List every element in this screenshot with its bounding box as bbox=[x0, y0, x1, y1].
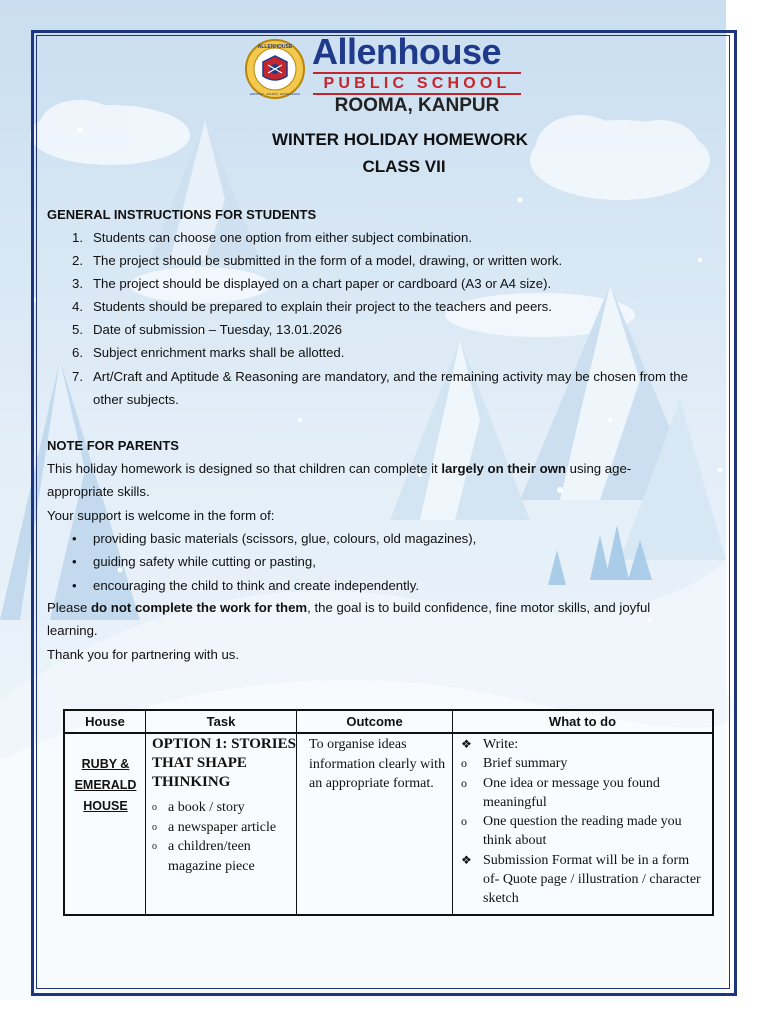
instruction-number: 4. bbox=[72, 299, 83, 314]
parents-paragraph-1 bbox=[47, 457, 697, 503]
table-divider bbox=[452, 711, 453, 914]
todo-text: Brief summary bbox=[483, 756, 568, 772]
diamond-bullet-icon: ❖ bbox=[461, 852, 472, 867]
what-to-do-cell bbox=[457, 735, 707, 909]
todo-item bbox=[457, 851, 707, 909]
instruction-text: Students should be prepared to explain their project to the teachers and peers. bbox=[93, 299, 552, 314]
parents-paragraph-4: Thank you for partnering with us. bbox=[47, 647, 240, 662]
house-cell bbox=[65, 735, 146, 817]
parents-paragraph-3 bbox=[47, 596, 697, 642]
parents-p3-text-end: , the goal is to build confidence, fine motor skills, and joyful learning. bbox=[47, 600, 651, 638]
instruction-text: Subject enrichment marks shall be allotted. bbox=[93, 345, 345, 360]
todo-text: Write: bbox=[483, 737, 519, 752]
school-emblem-icon bbox=[244, 38, 306, 100]
instruction-text: The project should be displayed on a chart paper or cardboard (A3 or A4 size). bbox=[93, 276, 552, 291]
circle-bullet-icon: o bbox=[152, 821, 157, 833]
instruction-text: Date of submission – Tuesday, 13.01.2026 bbox=[93, 322, 343, 337]
column-header-what-to-do: What to do bbox=[548, 714, 617, 729]
todo-text: One question the reading made you think about bbox=[483, 814, 682, 849]
column-header-house: House bbox=[85, 714, 125, 729]
todo-item bbox=[457, 735, 707, 754]
instruction-number: 6. bbox=[72, 345, 83, 360]
parents-p3-emphasis: do not complete the work for them bbox=[91, 600, 308, 615]
instruction-text: Students can choose one option from either subject combination. bbox=[93, 230, 473, 245]
outcome-cell: To organise ideas information clearly with an appropriate format. bbox=[309, 737, 446, 791]
column-header-outcome: Outcome bbox=[346, 714, 403, 729]
instruction-number: 2. bbox=[72, 253, 83, 268]
bullet-icon: • bbox=[72, 531, 77, 546]
class-title: CLASS VII bbox=[362, 157, 446, 176]
task-list-item bbox=[152, 837, 298, 876]
support-text: encouraging the child to think and create independently. bbox=[93, 578, 420, 593]
instruction-number: 7. bbox=[72, 369, 83, 384]
parents-p1-emphasis: largely on their own bbox=[441, 461, 566, 476]
parents-p1-text-end: using age-appropriate skills. bbox=[47, 461, 632, 499]
school-subtitle: PUBLIC SCHOOL bbox=[313, 72, 521, 95]
task-list-item bbox=[152, 818, 298, 838]
task-cell bbox=[152, 735, 298, 876]
task-list-item bbox=[152, 798, 298, 818]
todo-item bbox=[457, 812, 707, 851]
support-text: providing basic materials (scissors, glue, colours, old magazines), bbox=[93, 531, 477, 546]
homework-table bbox=[63, 709, 714, 916]
circle-bullet-icon: o bbox=[152, 802, 157, 813]
emblem-top-text: ALLENHOUSE bbox=[257, 44, 293, 50]
bullet-icon: • bbox=[72, 554, 77, 569]
instruction-number: 3. bbox=[72, 276, 83, 291]
todo-text: Submission Format will be in a form of- Quote page / illustration / character sketch bbox=[483, 852, 701, 907]
todo-item bbox=[457, 754, 707, 773]
instructions-heading: GENERAL INSTRUCTIONS FOR STUDENTS bbox=[47, 207, 317, 222]
house-name-line: RUBY & bbox=[81, 757, 130, 771]
task-item-text: a book / story bbox=[168, 800, 245, 815]
circle-bullet-icon: o bbox=[461, 775, 467, 790]
instruction-text: Art/Craft and Aptitude & Reasoning are mandatory, and the remaining activity may be chosen from the other subjects. bbox=[93, 369, 688, 407]
column-header-task: Task bbox=[206, 714, 236, 729]
table-header-divider bbox=[65, 732, 712, 734]
task-item-text: a newspaper article bbox=[168, 819, 277, 835]
parents-paragraph-2: Your support is welcome in the form of: bbox=[47, 508, 275, 523]
instruction-number: 1. bbox=[72, 230, 83, 245]
circle-bullet-icon: o bbox=[461, 756, 467, 771]
emblem-motto: EMPATHY · ETHICS · EXCELLENCE bbox=[249, 92, 301, 96]
todo-text: One idea or message you found meaningful bbox=[483, 775, 660, 810]
diamond-bullet-icon: ❖ bbox=[461, 737, 472, 751]
homework-title: WINTER HOLIDAY HOMEWORK bbox=[272, 130, 528, 149]
circle-bullet-icon: o bbox=[152, 841, 157, 852]
task-list bbox=[152, 798, 298, 876]
bullet-icon: • bbox=[72, 578, 77, 593]
house-name-line: HOUSE bbox=[83, 799, 128, 813]
task-title: OPTION 1: STORIES THAT SHAPE THINKING bbox=[152, 736, 296, 790]
school-name: Allenhouse bbox=[312, 31, 502, 72]
instruction-number: 5. bbox=[72, 322, 83, 337]
circle-bullet-icon: o bbox=[461, 814, 467, 829]
house-name-line: EMERALD bbox=[74, 778, 137, 792]
school-location: ROOMA, KANPUR bbox=[334, 95, 500, 116]
support-text: guiding safety while cutting or pasting, bbox=[93, 554, 316, 569]
todo-item bbox=[457, 774, 707, 813]
parents-p3-text: Please bbox=[47, 600, 91, 615]
task-item-text: a children/teen magazine piece bbox=[168, 839, 255, 874]
parents-heading: NOTE FOR PARENTS bbox=[47, 438, 179, 453]
parents-p1-text: This holiday homework is designed so that children can complete it bbox=[47, 461, 442, 476]
instruction-text: The project should be submitted in the form of a model, drawing, or written work. bbox=[93, 253, 563, 268]
